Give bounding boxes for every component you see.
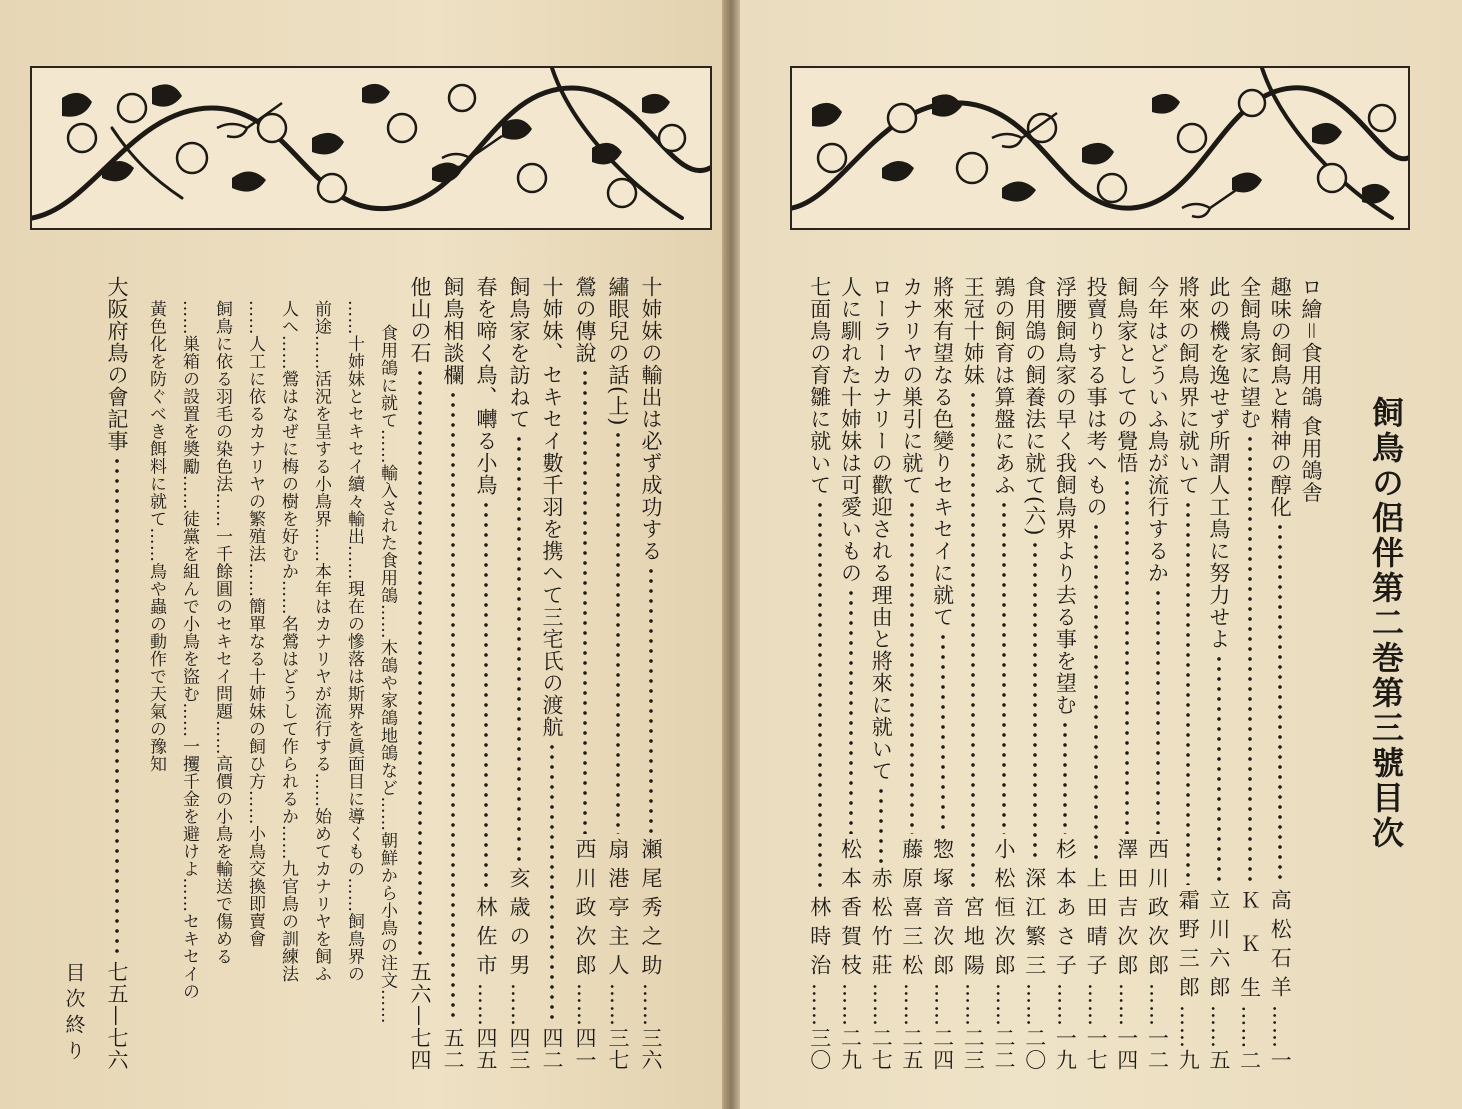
toc-entry: [836, 276, 866, 1071]
toc-entry: [897, 276, 927, 1071]
toc-entry-page: 一二: [1145, 1027, 1170, 1071]
toc-sub-line: 前途……活況を呈する小鳥界……本年はカナリヤが流行する……始めてカナリヤを飼ふ: [311, 300, 331, 983]
toc-entry-author: 立川六郎: [1206, 889, 1231, 1005]
toc-entry-author-page: [471, 896, 501, 1071]
toc-entry: [471, 276, 501, 1071]
toc-entry-author-page: [836, 838, 866, 1071]
toc-entry-title: 將來有望なる色變りセキセイに就て: [930, 276, 955, 628]
toc-entry-author-page: [866, 867, 896, 1071]
dot-leader: [928, 632, 958, 834]
toc-entry-page: 一: [1268, 1049, 1293, 1071]
toc-entry-author-page: [603, 838, 633, 1071]
toc-entry-title: 今年はどういふ鳥が流行するか: [1145, 276, 1170, 584]
dot-leader: [405, 368, 435, 957]
toc-entry-author: 霜野三郎: [1176, 889, 1201, 1005]
toc-entry: [636, 276, 666, 1071]
dot-leader: [1112, 478, 1142, 834]
toc-entry-page: 一七: [1084, 1027, 1109, 1071]
author-page-leader: ……: [869, 983, 894, 1027]
dot-leader: [1050, 720, 1080, 834]
dot-leader: [836, 588, 866, 834]
toc-entry-page: 二三: [961, 1027, 986, 1071]
toc-entry-author-page: [1112, 838, 1142, 1071]
toc-entry-author-page: [989, 838, 1019, 1071]
dot-leader: [1173, 500, 1203, 885]
dot-leader: [1204, 654, 1234, 885]
author-page-leader: ……: [1206, 1005, 1231, 1049]
dot-leader: [1235, 434, 1265, 885]
toc-entry-author: 惣塚音次郎: [930, 838, 955, 983]
toc-entry-author-page: [1050, 838, 1080, 1071]
toc-entry-page: 二九: [838, 1027, 863, 1071]
toc-entry-author-page: [928, 838, 958, 1071]
toc-entry: [928, 276, 958, 1071]
toc-entry: [438, 276, 468, 1071]
toc-entry-author: 澤田吉次郎: [1114, 838, 1139, 983]
toc-entry-title: 此の機を逸せず所謂人工鳥に努力せよ: [1206, 276, 1231, 650]
dot-leader: [989, 500, 1019, 834]
author-page-leader: ……: [899, 983, 924, 1027]
dot-leader: [570, 368, 600, 834]
toc-entry-author-page: [1204, 889, 1234, 1071]
toc-entry: [805, 276, 835, 1071]
toc-entry-author: 宮地陽: [961, 896, 986, 983]
toc-entry-author: 藤原喜三松: [899, 838, 924, 983]
toc-entry: [1112, 276, 1142, 1071]
toc-entry-page: 一九: [1053, 1027, 1078, 1071]
dot-leader: [504, 434, 534, 863]
vine-leaves-birds-illustration: [32, 68, 710, 228]
toc-entry-page: 三七: [606, 1027, 630, 1071]
toc-sub-line: ……人工に依るカナリヤの繁殖法……簡單なる十姉妹の飼ひ方……小鳥交換即賣會: [245, 300, 265, 948]
toc-entry-page: 五六—七四: [408, 961, 432, 1071]
toc-entry-title: 七面鳥の育雛に就いて: [807, 276, 832, 496]
toc-entry-author-page: [504, 867, 534, 1071]
toc-entry-title: カナリヤの巣引に就て: [899, 276, 924, 496]
toc-entry-author: 松本香賀枝: [838, 838, 863, 983]
dot-leader: [471, 500, 501, 892]
toc-entry-title: 將來の飼鳥界に就いて: [1176, 276, 1201, 496]
toc-entry: [1173, 276, 1203, 1071]
toc-entry-page: 九: [1176, 1049, 1201, 1071]
toc-entry-author: 林時治: [807, 896, 832, 983]
toc-entry-title: 全飼鳥家に望む: [1237, 276, 1262, 430]
toc-entry-page: 七五—七六: [105, 961, 129, 1071]
dot-leader: [438, 390, 468, 1023]
toc-entry-title: ロ繪＝食用鴿 食用鴿舎: [1299, 276, 1323, 504]
dot-leader: [805, 500, 835, 892]
toc-sub-line: 人へ……鶯はなぜに梅の樹を好むか……名鶯はどうして作られるか……九官鳥の訓練法: [278, 300, 298, 983]
toc-entry-title: 繡眼兒の話(上): [606, 276, 630, 427]
toc-entry: [1020, 276, 1050, 1071]
toc-entry-author-page: [1235, 889, 1265, 1071]
toc-entry-author-page: [570, 838, 600, 1071]
toc-title: 飼鳥の侶伴第二巻第三號目次: [1367, 396, 1405, 851]
toc-entry-author: 杉本あさ子: [1053, 838, 1078, 983]
author-page-leader: ……: [1114, 983, 1139, 1027]
right-decorative-banner: [790, 66, 1410, 230]
author-page-leader: ……: [838, 983, 863, 1027]
toc-entry-title: 趣味の飼鳥と精神の醇化: [1268, 276, 1293, 518]
toc-entry-title: 王冠十姉妹: [961, 276, 986, 386]
toc-entry-author-page: [636, 838, 666, 1071]
toc-entry-author-page: [958, 896, 988, 1071]
toc-entry: [504, 276, 534, 1071]
author-page-leader: ……: [1053, 983, 1078, 1027]
author-page-leader: ……: [1145, 983, 1170, 1027]
toc-entry-author: 扇港亭主人: [606, 838, 630, 983]
author-page-leader: ……: [474, 983, 498, 1027]
author-page-leader: ……: [573, 983, 597, 1027]
toc-entry-association-report: [102, 276, 132, 1071]
toc-entry: [537, 276, 567, 1071]
toc-entry-author: 高松石羊: [1268, 889, 1293, 1005]
toc-entry-author-page: [805, 896, 835, 1071]
toc-entry: [989, 276, 1019, 1071]
dot-leader: [102, 456, 132, 957]
author-page-leader: ……: [807, 983, 832, 1027]
toc-entry-title: 他山の石: [408, 276, 432, 364]
toc-entry: [1143, 276, 1173, 1071]
toc-entry-title: 鶯の傳說: [573, 276, 597, 364]
author-page-leader: ……: [1237, 1005, 1262, 1049]
toc-entry-title: 投賣りする事は考へもの: [1084, 276, 1109, 518]
author-page-leader: ……: [606, 983, 630, 1027]
author-page-leader: ……: [1176, 1005, 1201, 1049]
toc-entry-page: 二七: [869, 1027, 894, 1071]
toc-entry-author-page: [405, 961, 435, 1071]
toc-entry-author-page: [1265, 889, 1295, 1071]
toc-entry-title: 飼鳥家を訪ねて: [507, 276, 531, 430]
toc-entry-title: 大阪府鳥の會記事: [105, 276, 129, 452]
toc-sub-line: 黃色化を防ぐべき餌料に就て……鳥や蟲の動作で天氣の豫知: [146, 300, 166, 773]
dot-leader: [636, 566, 666, 834]
toc-entry-page: 四一: [573, 1027, 597, 1071]
toc-entry-author: 上田晴子: [1084, 867, 1109, 983]
toc-entry-title: 十姉妹の輸出は必ず成功する: [639, 276, 663, 562]
toc-entry-title: 人に馴れた十姉妹は可愛いもの: [838, 276, 863, 584]
toc-sub-line: 食用鴿に就て……輸入された食用鴿……木鴿や家鴿地鴿など……朝鮮から小鳥の注文……: [377, 324, 397, 1024]
author-page-leader: ……: [507, 983, 531, 1027]
toc-entry-author-page: [537, 1027, 567, 1071]
toc-entry-author-page: [1020, 867, 1050, 1071]
toc-entry-author-page: [1143, 838, 1173, 1071]
toc-entry-author: 瀬尾秀之助: [639, 838, 663, 983]
toc-entry: [1081, 276, 1111, 1071]
book-gutter: [722, 0, 740, 1109]
author-page-leader: ……: [1084, 983, 1109, 1027]
toc-entry-title: 浮腰飼鳥家の早く我飼鳥界より去る事を望む: [1053, 276, 1078, 716]
toc-entry-page: 五: [1206, 1049, 1231, 1071]
toc-entry-page: 二〇: [1022, 1027, 1047, 1071]
toc-entry-title: 春を啼く鳥、囀る小鳥: [474, 276, 498, 496]
dot-leader: [603, 430, 633, 834]
toc-entry: [1204, 276, 1234, 1071]
toc-entry: [1265, 276, 1295, 1071]
toc-entry: [570, 276, 600, 1071]
author-page-leader: ……: [930, 983, 955, 1027]
toc-entry-page: 三〇: [807, 1027, 832, 1071]
toc-entry-author: 西川政次郎: [573, 838, 597, 983]
toc-entry-author-page: [438, 1027, 468, 1071]
toc-entry: [1235, 276, 1265, 1071]
toc-entry: [866, 276, 896, 1071]
toc-entry-author: 深江繁三: [1022, 867, 1047, 983]
dot-leader: [1020, 540, 1050, 863]
toc-entry-page: 三六: [639, 1027, 663, 1071]
toc-entry-page: 二四: [930, 1027, 955, 1071]
toc-sub-line: ……巣箱の設置を奬勵……徒黨を組んで小鳥を盜む……一攫千金を避けよ……セキセイの: [179, 300, 199, 1000]
toc-entry-page: 二: [1237, 1049, 1262, 1071]
toc-entry: [603, 276, 633, 1071]
toc-entry-page: 四五: [474, 1027, 498, 1071]
author-page-leader: ……: [1268, 1005, 1293, 1049]
toc-entry-author-page: [897, 838, 927, 1071]
author-page-leader: ……: [992, 983, 1016, 1027]
toc-entry-author: 亥歳の男: [507, 867, 531, 983]
dot-leader: [958, 390, 988, 892]
toc-entry-title: 飼鳥家としての覺悟: [1114, 276, 1139, 474]
toc-entry-page: 二二: [992, 1027, 1016, 1071]
toc-entry-author: 西川政次郎: [1145, 838, 1170, 983]
vine-leaves-birds-illustration-right: [792, 68, 1408, 228]
toc-entry-title: ローラーカナリーの歡迎される理由と將來に就いて: [869, 276, 894, 782]
toc-entry-author-page: [102, 961, 132, 1071]
dot-leader: [897, 500, 927, 834]
toc-entry-author: 林佐市: [474, 896, 498, 983]
author-page-leader: ……: [639, 983, 663, 1027]
toc-entry-title: 食用鴿の飼養法に就て(六): [1022, 276, 1047, 537]
author-page-leader: ……: [1022, 983, 1047, 1027]
toc-entry-page: 五二: [441, 1027, 465, 1071]
dot-leader: [866, 786, 896, 863]
toc-entry-page: 二五: [899, 1027, 924, 1071]
toc-entry-author-page: [1173, 889, 1203, 1071]
dot-leader: [1296, 508, 1326, 1067]
toc-entry: [1050, 276, 1080, 1071]
toc-entry: [405, 276, 435, 1071]
toc-entry-author: Ｋ Ｋ 生: [1237, 888, 1262, 1005]
dot-leader: [1143, 588, 1173, 834]
dot-leader: [1265, 522, 1295, 885]
toc-entry-title: 十姉妹、セキセイ數千羽を携へて三宅氏の渡航: [540, 276, 564, 738]
toc-entry: [1296, 276, 1326, 1071]
toc-entry-title: 鶉の飼育は算盤にあふ: [992, 276, 1016, 496]
dot-leader: [537, 742, 567, 1023]
toc-entry-author: 小松恒次郎: [992, 838, 1016, 983]
toc-sub-line: 飼鳥に依る羽毛の染色法……一千餘圓のセキセイ問題……高價の小鳥を輸送で傷める: [212, 300, 232, 965]
end-mark: 目次終り: [62, 962, 86, 1066]
left-decorative-banner: [30, 66, 712, 230]
toc-entry-page: 四二: [540, 1027, 564, 1071]
toc-entry-page: 四三: [507, 1027, 531, 1071]
toc-entry-page: 一四: [1114, 1027, 1139, 1071]
dot-leader: [1081, 522, 1111, 863]
toc-entry-title: 飼鳥相談欄: [441, 276, 465, 386]
toc-sub-line: ……十姉妹とセキセイ續々輸出……現在の慘落は斯界を眞面目に導くもの……飼鳥界の: [344, 300, 364, 983]
toc-entry: [958, 276, 988, 1071]
author-page-leader: ……: [961, 983, 986, 1027]
toc-entry-author: 赤松竹莊: [869, 867, 894, 983]
toc-entry-author-page: [1081, 867, 1111, 1071]
